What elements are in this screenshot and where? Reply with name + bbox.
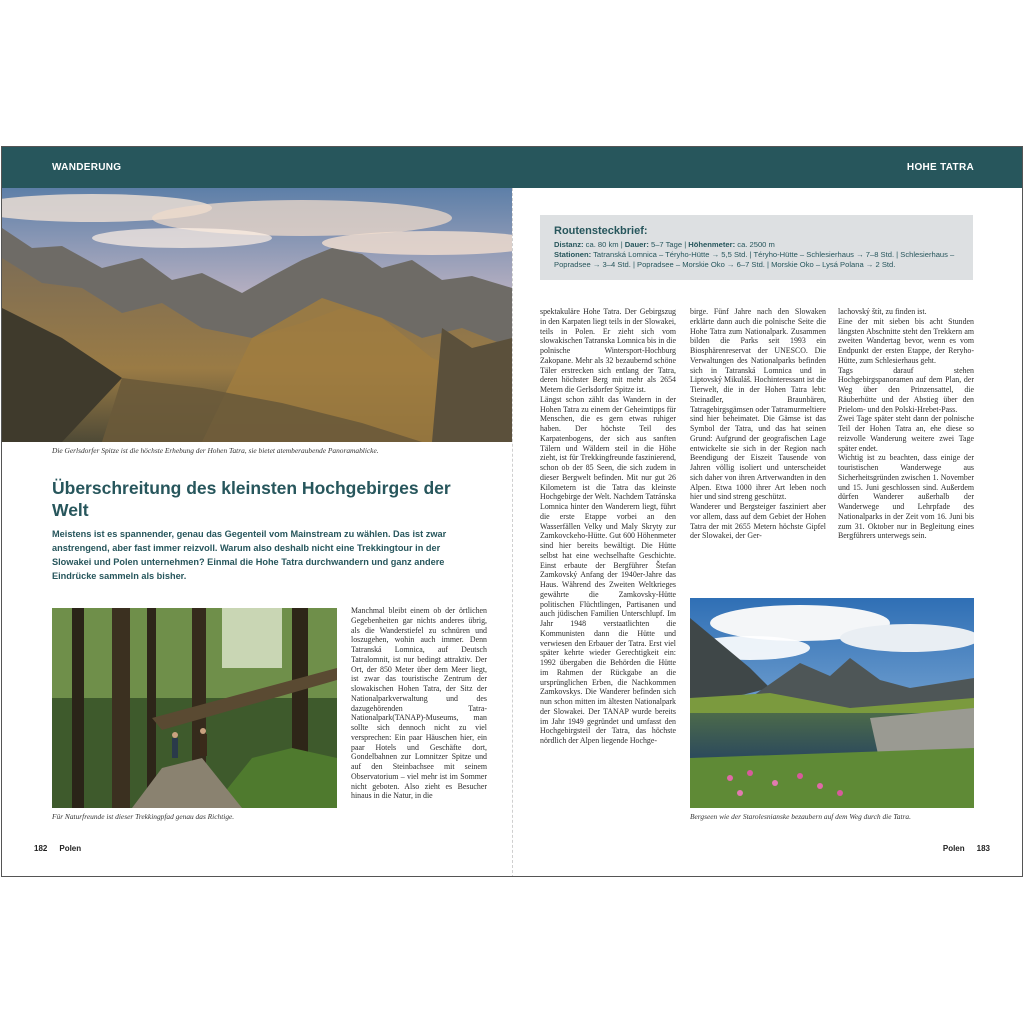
body-paragraph: lachovský štít, zu finden ist.	[838, 307, 927, 316]
forest-trail-photo	[52, 608, 337, 808]
magazine-spread	[1, 146, 1023, 877]
article-title: Überschreitung des kleinsten Hochgebirges der Welt	[52, 478, 451, 520]
body-column-2	[540, 307, 676, 822]
body-column-3	[690, 307, 826, 589]
duration-label: Dauer:	[624, 240, 649, 249]
body-column-4	[838, 307, 974, 589]
body-paragraph: Eine der mit sieben bis acht Stunden längsten Abschnitte steht den Trekkern am zweiten Wandertag bevor, wenn es vom Endpunkt der ersten Etappe, der Reryho-Hütte, zum Schlesierhaus geht.	[838, 316, 974, 365]
mountain-lake-photo	[690, 598, 974, 808]
distance-value: ca. 80 km	[585, 240, 619, 249]
stations-value: Tatranská Lomnica – Téryho-Hütte → 5,5 Std. | Téryho-Hütte – Schlesierhaus → 7–8 Std. | Schlesierhaus – Popradsee → 3–4 Std. | Popradsee – Morskie Oko → 6–7 Std. | Morskie Oko – Lysá Polana → 2 Std.	[554, 250, 955, 270]
body-column-1	[351, 606, 487, 822]
page-gutter	[512, 188, 514, 877]
mountain-panorama-photo	[2, 188, 512, 442]
footer-left	[28, 844, 87, 853]
elevation-label: Höhenmeter:	[688, 240, 736, 249]
lake-caption: Bergseen wie der Starolesnianske bezaubern auf dem Weg durch die Tatra.	[690, 812, 911, 821]
route-info-box	[540, 215, 973, 280]
body-paragraph: Längst schon zählt das Wandern in der Hohen Tatra zu einem der Geheimtipps für Menschen, die es gern etwas ruhiger haben. Der höchste Teil des Karpatenbogens, der sich aus sanften Tälern und Wäldern steil in die Höhe zieht, ist für Trekkingfreunde faszinierend, schon ob der 85 Seen, die sich zudem in dieser Bergwelt befinden. Mit nur gut 26 Kilometern ist die Tatra das kleinste Hochgebirge der Welt. Nachdem Tatránska Lomnica hinter den Wanderern liegt, führt die erste Etappe vorbei an den Wasserfällen Velky und Maly Skryty zur Zamkovckeho-Hütte. Gut 600 Höhenmeter sind hier bereits bewältigt. Die Hütte selbst hat eine wechselhafte Geschichte. Einst erbaute der Bergführer Štefan Zamkovský Anfang der 1940er-Jahre das Haus. Während des Zweiten Weltkrieges gewährte die Zamkovsky-Hütte politischen Flüchtlingen, Partisanen und auch jüdischen Familien Unterschlupf. Im Jahr 1948 verstaatlichten die Kommunisten dann die Hütte und verwiesen den Erbauer der Tatra. Erst viel später kehrte wieder Gerechtigkeit ein: 1992 übergaben die Behörden die Hütte im Rahmen der Rückgabe an die ursprünglichen Erben, die Nachkommen Zamkovskys. Die Wanderer befinden sich nun schon mitten im ältesten Nationalpark der Slowakei. Der TANAP wurde bereits im Jahr 1949 gegründet und umfasst den Hochgebirgsteil der Tatra, das höchste nördlich der Alpen liegende Hochge-	[540, 394, 676, 745]
page-number-right: 183	[976, 844, 990, 853]
footer-right	[937, 844, 996, 853]
country-left: Polen	[59, 844, 82, 853]
body-paragraph: Zwei Tage später steht dann der polnische Teil der Hohen Tatra an, ehe diese so reizvolle Wanderung weitere zwei Tage später endet.	[838, 414, 974, 453]
forest-caption: Für Naturfreunde ist dieser Trekkingpfad genau das Richtige.	[52, 812, 235, 821]
body-paragraph: Manchmal bleibt einem ob der örtlichen Gegebenheiten gar nichts anderes übrig, als die Wanderstiefel zu schnüren und loszugehen, wohin auch immer. Denn Tatranská Lomnica, auf Deutsch Tatralomnit, ist nur bedingt attraktiv. Der Ort, der 850 Meter über dem Meer liegt, ist zwar das touristische Zentrum der slowakischen Hohen Tatra, der Sitz der Nationalparkverwaltung und des dazugehörenden Tatra-Nationalpark(TANAP)-Museums, man sollte sich dennoch nicht zu viel versprechen: Ein paar Häuschen hier, ein paar Hotels und Geschäfte dort, Gondelbahnen zur Lomnitzer Spitze und auf den Steinbachsee mit seinem Observatorium – viel mehr ist im Sommer nicht geboten. Also zieht es Besucher hinaus in die Natur, in die	[351, 606, 487, 801]
body-paragraph: birge. Fünf Jahre nach den Slowaken erklärte dann auch die polnische Seite die Hohe Tatra zum Nationalpark. Zusammen bilden die Parks seit 1993 ein Biosphärenreservat der UNESCO. Die Verwaltungen des Nationalparks befinden sich in Tatranská Lomnica und in Liptovský Mikuláš. Hochinteressant ist die Tierwelt, die in der Hohen Tatra lebt: Steinadler, Braunbären, Tatragebirgsgämsen oder Tatramurmeltiere sind hier beheimatet. Die Gämse ist das Symbol der Tatra, und das hat seinen Grund: Aufgrund der geografischen Lage entwickelte sie sich in der Region nach Beendigung der Eiszeit Tausende von Jahren völlig isoliert und unterscheidet sich daher von ihren Artverwandten in den Alpen. Etwa 1000 ihrer Art leben noch hier und sind streng geschützt.	[690, 307, 826, 502]
country-right: Polen	[942, 844, 965, 853]
header-bar	[2, 147, 1022, 188]
distance-label: Distanz:	[554, 240, 584, 249]
route-title: Routensteckbrief:	[554, 225, 648, 237]
page-number-left: 182	[34, 844, 48, 853]
mountain-caption: Die Gerlsdorfer Spitze ist die höchste Erhebung der Hohen Tatra, sie bietet atemberaubende Panoramablicke.	[52, 446, 379, 455]
stations-label: Stationen:	[554, 250, 592, 260]
body-paragraph: spektakuläre Hohe Tatra. Der Gebirgszug in den Karpaten liegt teils in der Slowakei, teils in Polen. Er zieht sich vom slowakischen Tatranska Lomnica bis in die polnische Wintersport-Hochburg Zakopane. Mehr als 32 bezaubernd schöne Täler erstrecken sich entlang der Tatra, deren höchster Berg mit mehr als 2654 Metern die Gerlsdorfer Spitze ist.	[540, 307, 676, 394]
article-lead: Meistens ist es spannender, genau das Gegenteil vom Mainstream zu wählen. Das ist zwar anstrengend, aber fast immer reizvoll. Warum also deshalb nicht eine Trekkingtour in der Slowakei und Polen unternehmen? Einmal die Hohe Tatra durchwandern und ganz andere Eindrücke sammeln als bisher.	[52, 529, 447, 581]
region-label: HOHE TATRA	[906, 162, 974, 173]
body-paragraph: Tags darauf stehen Hochgebirgspanoramen auf dem Plan, der Weg über den Prinzensattel, die Räuberhütte und der Abstieg über den Prielom- und den Polski-Hrebet-Pass.	[838, 365, 974, 414]
body-paragraph: Wichtig ist zu beachten, dass einige der touristischen Wanderwege aus Sicherheitsgründen zwischen 1. November und 15. Juni geschlossen sind. Außerdem dürfen Wanderer außerhalb der Wanderwege und Lehrpfade des Nationalparks in der Zeit vom 16. Juni bis zum 31. Oktober nur in Begleitung eines Bergführers unterwegs sein.	[838, 453, 974, 541]
body-paragraph: Wanderer und Bergsteiger fasziniert aber vor allem, dass auf dem Gebiet der Hohen Tatra der mit 2655 Metern höchste Gipfel der Slowakei, der Ger-	[690, 502, 826, 541]
route-details: Distanz: ca. 80 km | Dauer: 5–7 Tage | Höhenmeter: ca. 2500 m Stationen: Tatranská Lomnica – Téryho-Hütte → 5,5 Std. | Téryho-Hütte – Schlesierhaus → 7–8 Std. | Schlesierhaus – Popradsee → 3–4 Std. | Popradsee – Morskie Oko → 6–7 Std. | Morskie Oko – Lysá Polana → 2 Std.	[554, 240, 955, 270]
duration-value: 5–7 Tage	[650, 240, 683, 249]
elevation-value: ca. 2500 m	[737, 240, 775, 249]
section-label: WANDERUNG	[52, 162, 122, 173]
